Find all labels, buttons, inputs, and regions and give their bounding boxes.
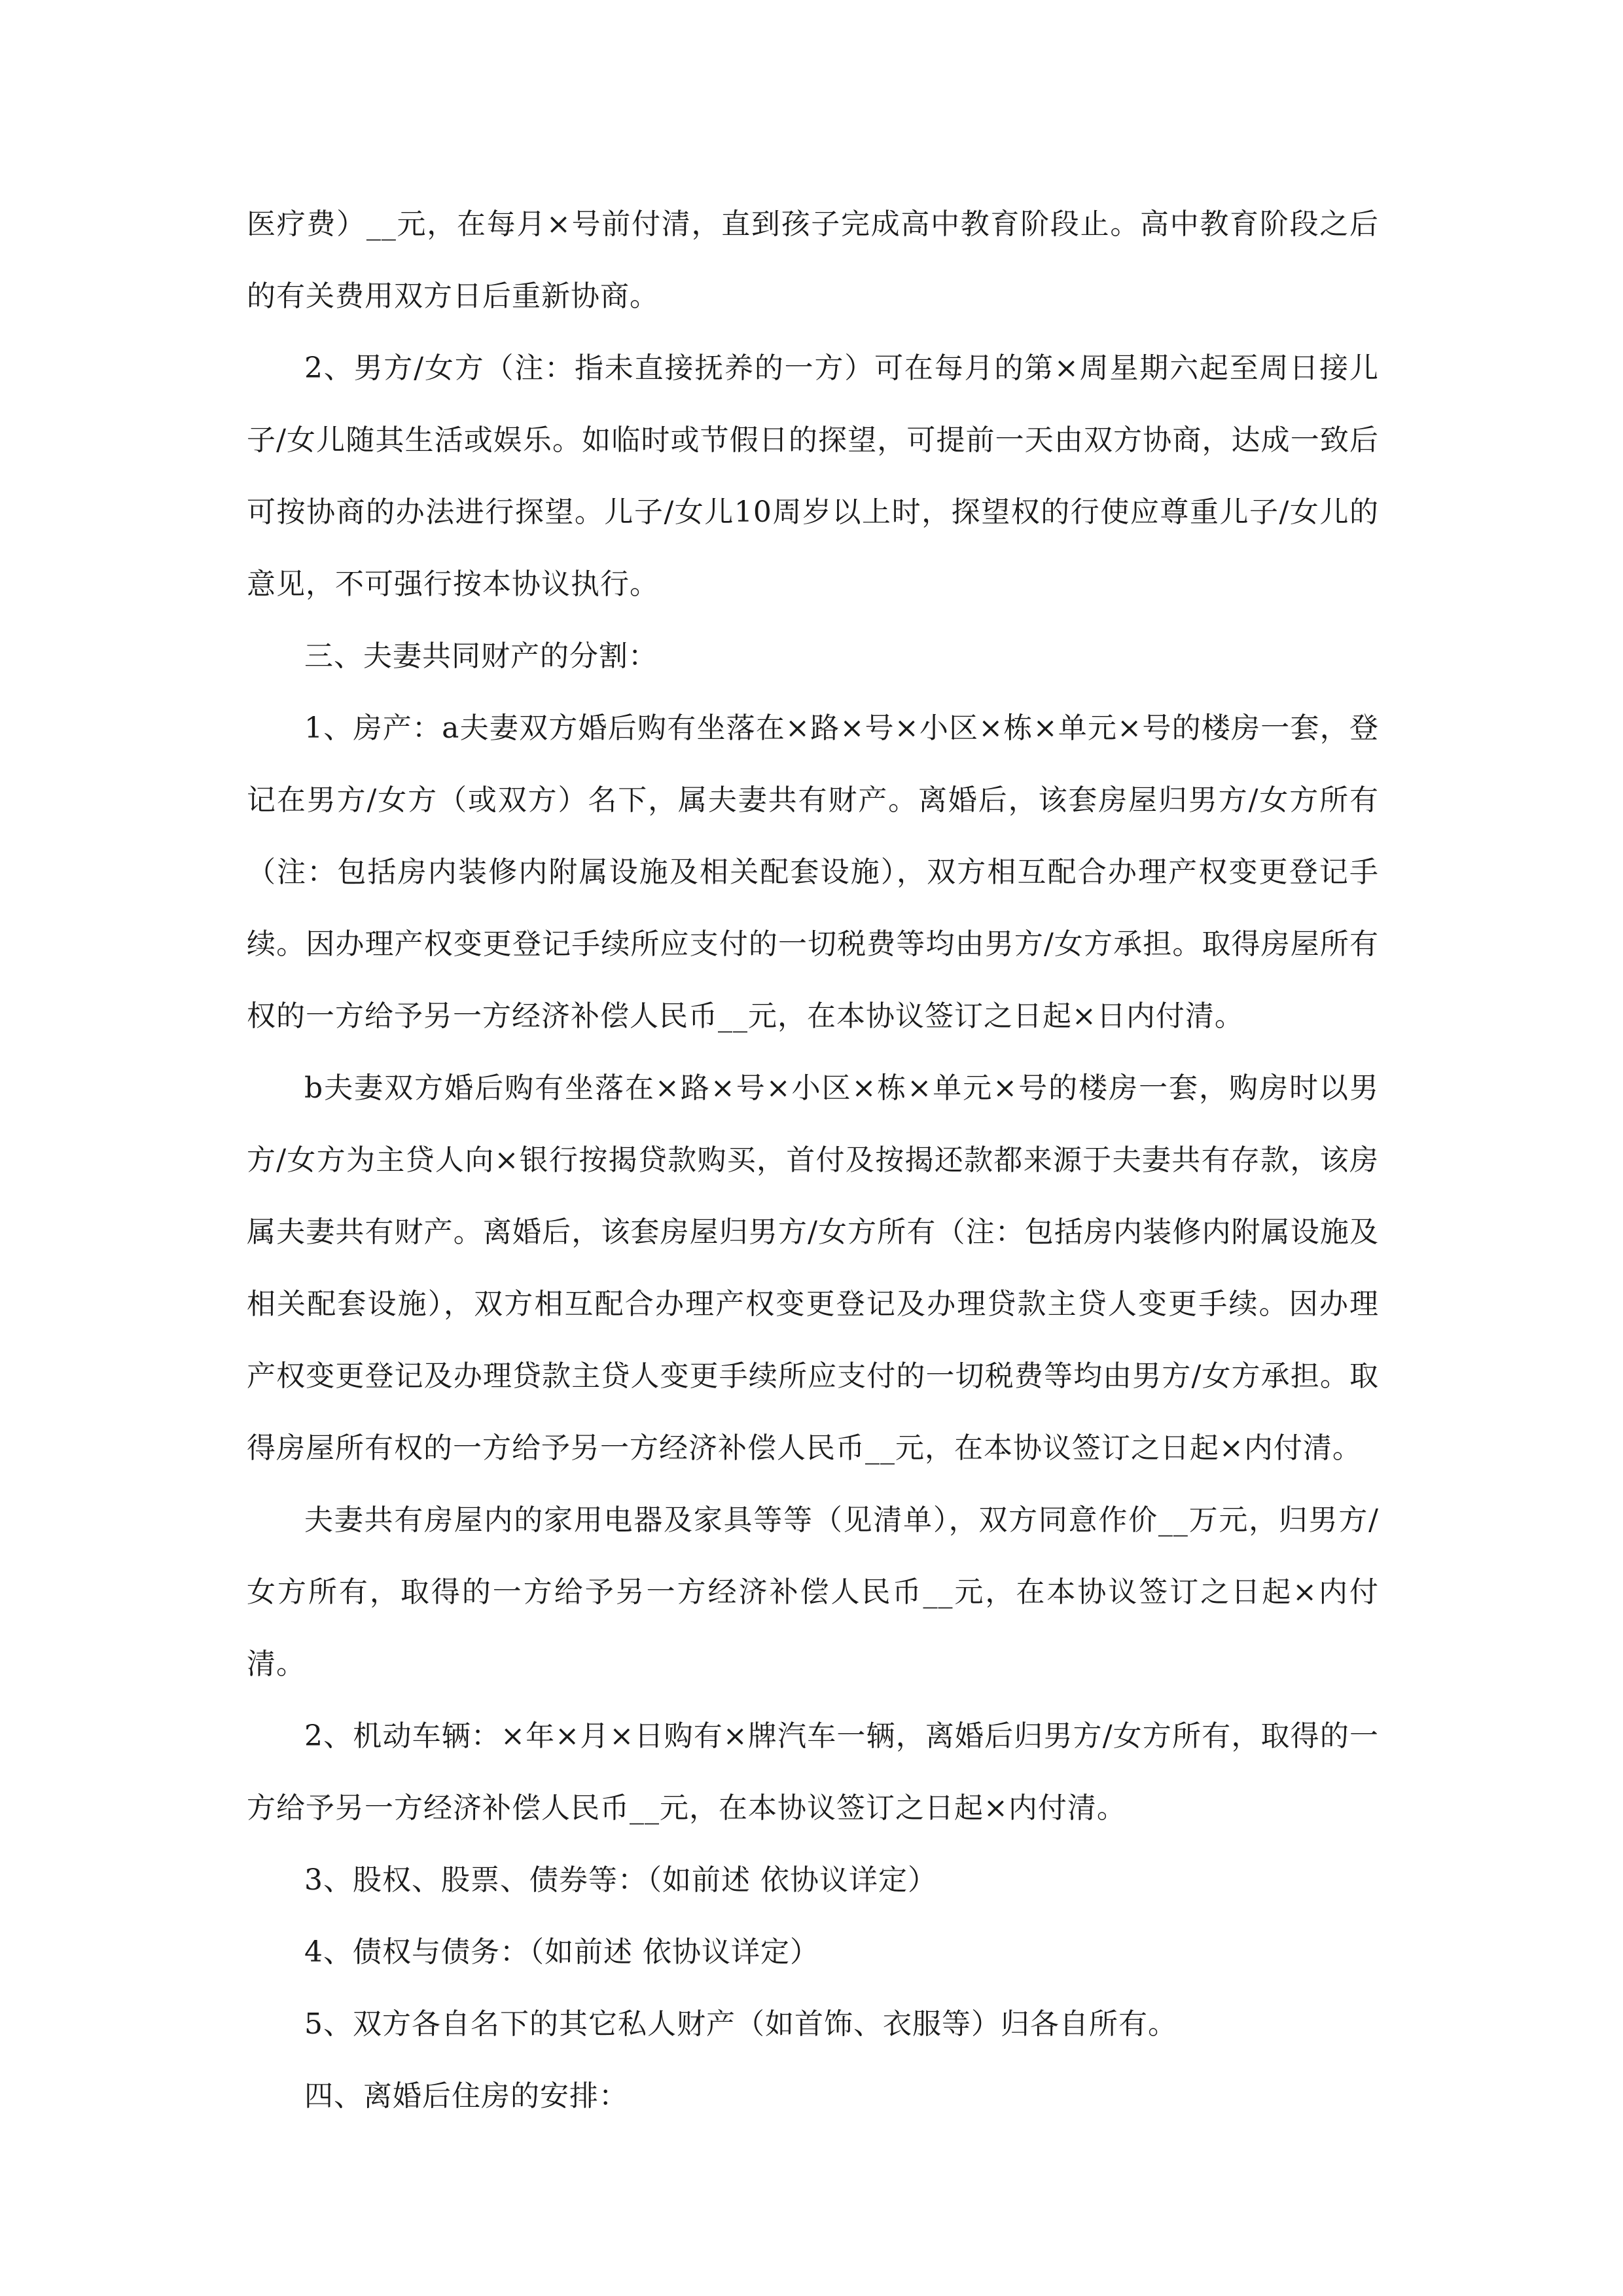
paragraph-real-estate-a: 1、房产：a夫妻双方婚后购有坐落在×路×号×小区×栋×单元×号的楼房一套，登记在男方/女方（或双方）名下，属夫妻共有财产。离婚后，该套房屋归男方/女方所有（注：包括房内装修内附属设施及相关配套设施），双方相互配合办理产权变更登记手续。因办理产权变更登记手续所应支付的一切税费等均由男方/女方承担。取得房屋所有权的一方给予另一方经济补偿人民币__元，在本协议签订之日起×日内付清。 xyxy=(247,711,1379,1033)
paragraph-child-support-fee: 医疗费）__元，在每月×号前付清，直到孩子完成高中教育阶段止。高中教育阶段之后的有关费用双方日后重新协商。 xyxy=(247,207,1379,313)
paragraph-claims-debts: 4、债权与债务：（如前述 依协议详定） xyxy=(304,1935,819,1969)
section-heading-housing-arrangement: 四、离婚后住房的安排： xyxy=(304,2079,628,2113)
document-body xyxy=(247,188,1379,2132)
paragraph-visitation-rights: 2、男方/女方（注：指未直接抚养的一方）可在每月的第×周星期六起至周日接儿子/女儿随其生活或娱乐。如临时或节假日的探望，可提前一天由双方协商，达成一致后可按协商的办法进行探望。儿子/女儿10周岁以上时，探望权的行使应尊重儿子/女儿的意见，不可强行按本协议执行。 xyxy=(247,351,1379,601)
paragraph-real-estate-b: b夫妻双方婚后购有坐落在×路×号×小区×栋×单元×号的楼房一套，购房时以男方/女方为主贷人向×银行按揭贷款购买，首付及按揭还款都来源于夫妻共有存款，该房属夫妻共有财产。离婚后，该套房屋归男方/女方所有（注：包括房内装修内附属设施及相关配套设施），双方相互配合办理产权变更登记及办理贷款主贷人变更手续。因办理产权变更登记及办理贷款主贷人变更手续所应支付的一切税费等均由男方/女方承担。取得房屋所有权的一方给予另一方经济补偿人民币__元，在本协议签订之日起×内付清。 xyxy=(247,1071,1379,1465)
section-heading-property-division: 三、夫妻共同财产的分割： xyxy=(304,639,658,673)
paragraph-private-property: 5、双方各自名下的其它私人财产（如首饰、衣服等）归各自所有。 xyxy=(304,2007,1177,2041)
paragraph-motor-vehicle: 2、机动车辆：×年×月×日购有×牌汽车一辆，离婚后归男方/女方所有，取得的一方给予另一方经济补偿人民币__元，在本协议签订之日起×内付清。 xyxy=(247,1719,1379,1825)
paragraph-household-items: 夫妻共有房屋内的家用电器及家具等等（见清单），双方同意作价__万元，归男方/女方所有，取得的一方给予另一方经济补偿人民币__元，在本协议签订之日起×内付清。 xyxy=(247,1503,1379,1681)
paragraph-stocks-bonds: 3、股权、股票、债券等：（如前述 依协议详定） xyxy=(304,1863,937,1897)
